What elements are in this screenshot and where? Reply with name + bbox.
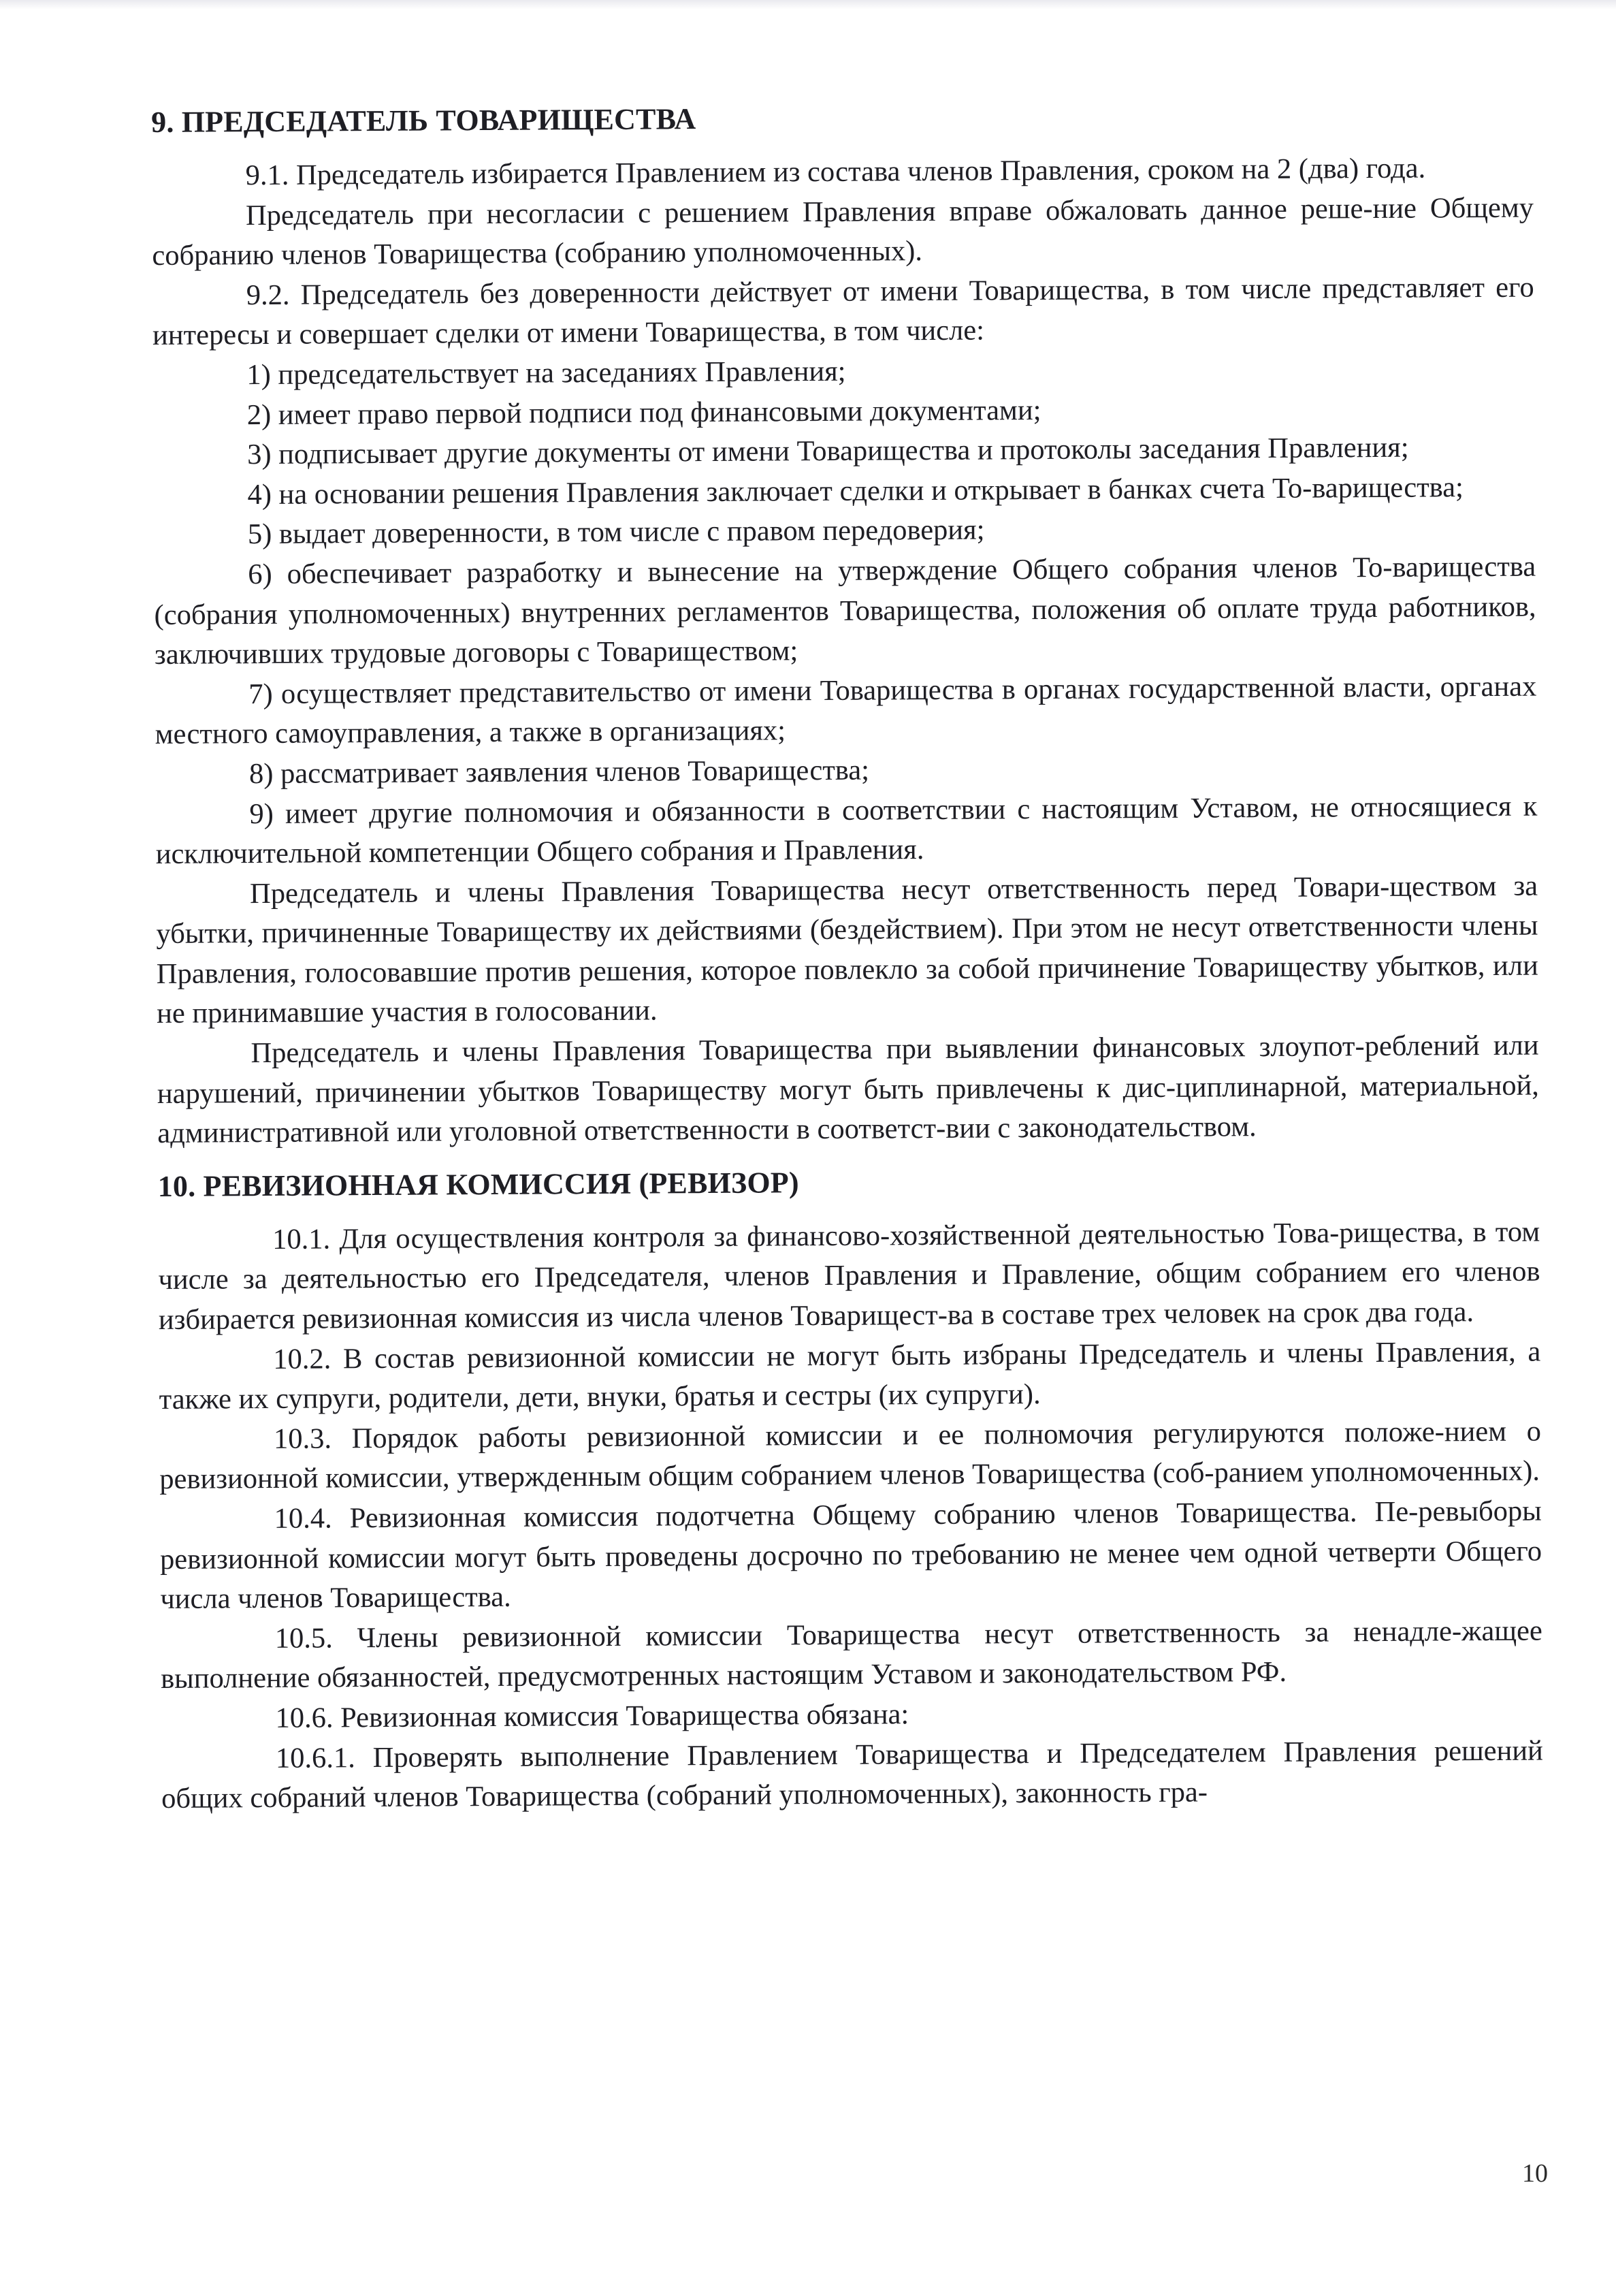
list-item-9-2-2: 2) имеет право первой подписи под финансовыми документами; (246, 394, 1041, 431)
page-number: 10 (1522, 2159, 1548, 2188)
list-item-9-2-9: 9) имеет другие полномочия и обязанности в соответствии с настоящим Уставом, не относящиеся к исключительной компетенции Общего собрания и Правления. (155, 790, 1538, 871)
paragraph-10-6: 10.6. Ревизионная комиссия Товарищества обязана: (275, 1698, 909, 1734)
paragraph-10-2: 10.2. В состав ревизионной комиссии не могут быть избраны Председатель и члены Правления, а также их супруги, родители, дети, внуки, братья и сестры (их супруги). (159, 1335, 1541, 1416)
list-item-9-2-7: 7) осуществляет представительство от имени Товарищества в органах государственной власти, органах местного самоуправления, а также в организациях; (155, 670, 1537, 751)
section-heading-chairman: 9. ПРЕДСЕДАТЕЛЬ ТОВАРИЩЕСТВА (151, 102, 696, 139)
list-item-9-2-1: 1) председательствует на заседаниях Правления; (246, 355, 846, 392)
scan-edge-artifact (0, 0, 1616, 10)
list-item-9-2-8: 8) рассматривает заявления членов Товарищества; (248, 754, 870, 791)
paragraph-10-4: 10.4. Ревизионная комиссия подотчетна Общему собранию членов Товарищества. Пе-ревыборы ревизионной комиссии могут быть проведены досрочно по требованию не менее чем одной четверти Общего числа членов Товарищества. (159, 1495, 1542, 1616)
paragraph-10-1: 10.1. Для осуществления контроля за финансово-хозяйственной деятельностью Това-рищества, в том числе за деятельностью его Председателя, членов Правления и Правление, общим собранием его членов избирается ревизионная комиссия из числа членов Товарищест-ва в составе трех человек на срок два года. (158, 1215, 1540, 1336)
paragraph-9-1: 9.1. Председатель избирается Правлением из состава членов Правления, сроком на 2 (два) года. (245, 152, 1426, 192)
section-heading-audit-commission: 10. РЕВИЗИОННАЯ КОМИССИЯ (РЕВИЗОР) (157, 1166, 799, 1203)
list-item-9-2-6: 6) обеспечивает разработку и вынесение на утверждение Общего собрания членов То-варищества (собрания уполномоченных) внутренних регламентов Товарищества, положения об оплате труда работников, заключивших трудовые договоры с Товариществом; (154, 550, 1536, 671)
list-item-9-2-4: 4) на основании решения Правления заключает сделки и открывает в банках счета То-варищества; (247, 471, 1464, 511)
document-page (151, 94, 1543, 1819)
list-item-9-2-5: 5) выдает доверенности, в том числе с правом передоверия; (247, 513, 985, 551)
paragraph-10-6-1: 10.6.1. Проверять выполнение Правлением Товарищества и Председателем Правления решений общих собраний членов Товарищества (собраний уполномоченных), законность гра- (161, 1734, 1543, 1815)
paragraph-9-2: 9.2. Председатель без доверенности действует от имени Товарищества, в том числе представляет его интересы и совершает сделки от имени Товарищества, в том числе: (152, 271, 1534, 352)
paragraph-disciplinary: Председатель и члены Правления Товарищества при выявлении финансовых злоупот-реблений или нарушений, причинении убытков Товариществу могут быть привлечены к дис-циплинарной, материальной, административной или уголовной ответственности в соответст-вии с законодательством. (157, 1029, 1540, 1150)
paragraph-10-5: 10.5. Члены ревизионной комиссии Товарищества несут ответственность за ненадле-жащее выполнение обязанностей, предусмотренных настоящим Уставом и законодательством РФ. (161, 1614, 1542, 1695)
paragraph-10-3: 10.3. Порядок работы ревизионной комиссии и ее полномочия регулируются положе-нием о ревизионной комиссии, утвержденным общим собранием членов Товарищества (соб-ранием уполномоченных). (159, 1415, 1542, 1496)
list-item-9-2-3: 3) подписывает другие документы от имени Товарищества и протоколы заседания Правления; (247, 431, 1409, 471)
paragraph-liability: Председатель и члены Правления Товарищества несут ответственность перед Товари-ществом за убытки, причиненные Товариществу их действиями (бездействием). При этом не несут ответственности члены Правления, голосовавшие против решения, которое повлекло за собой причинение Товариществу убытков, или не принимавшие участия в голосовании. (156, 870, 1538, 1030)
paragraph-chairman-appeal: Председатель при несогласии с решением Правления вправе обжаловать данное реше-ние Общему собранию членов Товарищества (собранию уполномоченных). (152, 191, 1534, 272)
